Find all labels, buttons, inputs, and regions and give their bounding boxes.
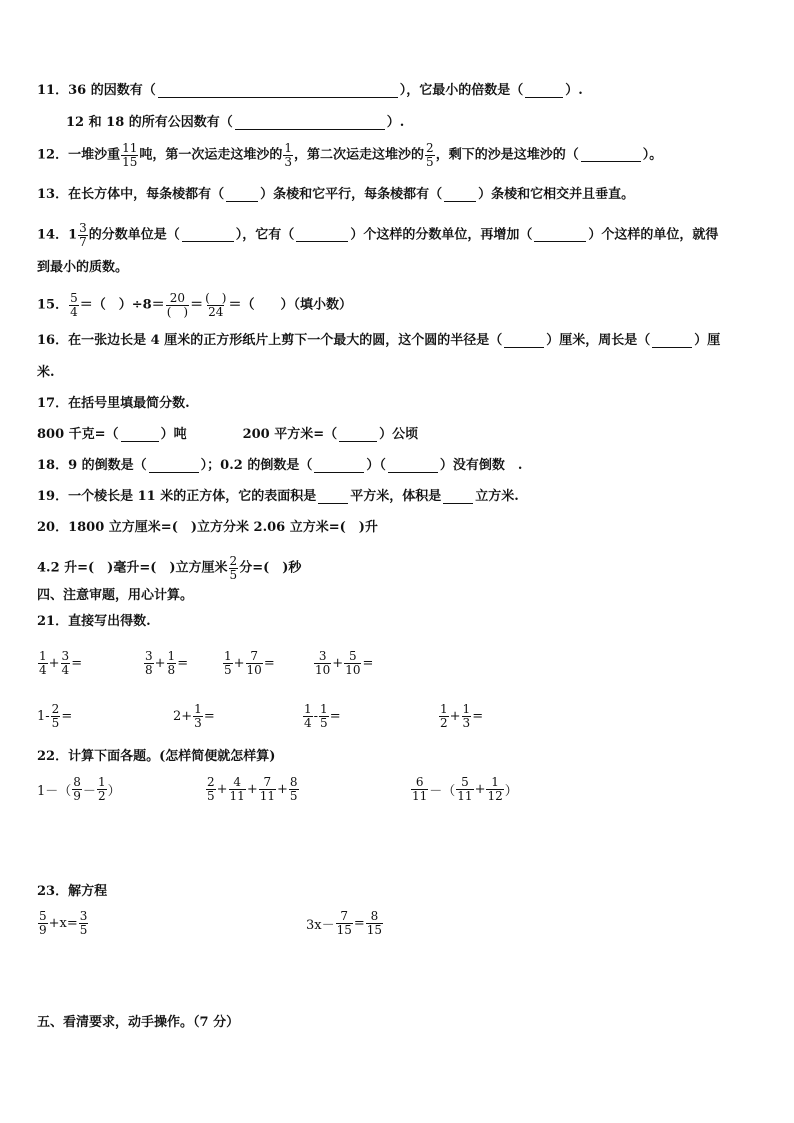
answer-blank[interactable] [296, 229, 348, 242]
question-16-line-2: 米. [37, 365, 55, 380]
answer-blank[interactable] [318, 491, 348, 504]
answer-blank[interactable] [534, 229, 586, 242]
answer-blank[interactable] [443, 491, 473, 504]
calc-item: $\frac{1}{2}$ + $\frac{1}{3}$ = [440, 702, 484, 730]
question-22-title: 22．计算下面各题。(怎样简便就怎样算) [37, 749, 276, 764]
question-16-line-1: 16．在一张边长是 4 厘米的正方形纸片上剪下一个最大的圆，这个圆的半径是（ ）厘米，周长是（ ）厘 [37, 333, 721, 348]
fraction: $\frac{3}{7}$ [79, 221, 87, 249]
answer-blank[interactable] [226, 189, 258, 202]
question-12: 12．一堆沙重 $\frac{11}{15}$ 吨，第一次运走这堆沙的 $\frac{1}{3}$ ，第二次运走这堆沙的 $\frac{2}{5}$ ，剩下的沙是这堆沙的（ ）。 [37, 141, 663, 169]
answer-blank[interactable] [525, 85, 563, 98]
calc-item: $\frac{1}{4}$ - $\frac{1}{5}$ = [304, 702, 341, 730]
fraction: $\frac{20}{( )}$ [166, 291, 189, 319]
answer-blank[interactable] [182, 229, 234, 242]
fraction: $\frac{2}{5}$ [426, 141, 434, 169]
calc-item: $\frac{1}{4}$ + $\frac{3}{4}$ = [39, 649, 83, 677]
question-19: 19．一个棱长是 11 米的正方体，它的表面积是 平方米，体积是 立方米. [37, 489, 519, 504]
fraction: $\frac{1}{3}$ [284, 141, 293, 169]
answer-blank[interactable] [444, 189, 476, 202]
fraction: $\frac{2}{5}$ [229, 554, 238, 582]
calc-expression: $\frac{6}{11}$ －（ $\frac{5}{11}$ + $\frac{1}{12}$ ） [412, 775, 518, 803]
section-4-heading: 四、注意审题，用心计算。 [37, 588, 194, 603]
calc-expression: 1－（ $\frac{8}{9}$ － $\frac{1}{2}$ ） [37, 775, 121, 803]
calc-item: $\frac{1}{5}$ + $\frac{7}{10}$ = [224, 649, 275, 677]
answer-blank[interactable] [581, 149, 641, 162]
calc-item: 2+ $\frac{1}{3}$ = [173, 702, 215, 730]
question-17-items: 800 千克=（ ）吨 200 平方米=（ ）公顷 [37, 427, 419, 442]
answer-blank[interactable] [158, 85, 398, 98]
calc-expression: $\frac{2}{5}$ + $\frac{4}{11}$ + $\frac{7}{11}$ + $\frac{8}{5}$ [207, 775, 298, 803]
question-15: 15． $\frac{5}{4}$ ＝（ ）÷8＝ $\frac{20}{( )}$ ＝ $\frac{( )}{24}$ ＝（ ）（填小数） [37, 291, 352, 319]
calc-item: $\frac{3}{10}$ + $\frac{5}{10}$ = [315, 649, 374, 677]
answer-blank[interactable] [235, 117, 385, 130]
calc-item: $\frac{3}{8}$ + $\frac{1}{8}$ = [145, 649, 189, 677]
answer-blank[interactable] [652, 335, 692, 348]
answer-blank[interactable] [314, 460, 364, 473]
calc-item: 1- $\frac{2}{5}$ = [37, 702, 73, 730]
question-18: 18．9 的倒数是（ ）；0.2 的倒数是（ ）（ ）没有倒数 . [37, 458, 523, 473]
question-14-line-1: 14．1 $\frac{3}{7}$ 的分数单位是（ ），它有（ ）个这样的分数单位，再增加（ ）个这样的单位，就得 [37, 221, 719, 249]
fraction: $\frac{11}{15}$ [122, 141, 138, 169]
question-17-title: 17．在括号里填最简分数. [37, 396, 190, 411]
equation: $\frac{5}{9}$ +x= $\frac{3}{5}$ [39, 909, 88, 937]
question-21-title: 21．直接写出得数. [37, 614, 151, 629]
question-11-line-1: 11．36 的因数有（ ），它最小的倍数是（ ）. [37, 83, 583, 98]
question-20-line-1: 20．1800 立方厘米=( )立方分米 2.06 立方米=( )升 [37, 520, 378, 535]
answer-blank[interactable] [388, 460, 438, 473]
question-13: 13．在长方体中，每条棱都有（ ）条棱和它平行，每条棱都有（ ）条棱和它相交并且垂直。 [37, 187, 635, 202]
question-20-line-2: 4.2 升=( )毫升=( )立方厘米 $\frac{2}{5}$ 分=( )秒 [37, 554, 302, 582]
section-5-heading: 五、看清要求，动手操作。（7 分） [37, 1015, 240, 1030]
answer-blank[interactable] [504, 335, 544, 348]
question-23-title: 23．解方程 [37, 884, 108, 899]
answer-blank[interactable] [339, 429, 377, 442]
answer-blank[interactable] [149, 460, 199, 473]
equation: 3x－ $\frac{7}{15}$ = $\frac{8}{15}$ [306, 909, 383, 937]
fraction: $\frac{5}{4}$ [70, 291, 78, 319]
question-11-line-2: 12 和 18 的所有公因数有（ ）. [66, 115, 405, 130]
fraction: $\frac{( )}{24}$ [205, 291, 227, 319]
question-14-line-2: 到最小的质数。 [37, 260, 129, 275]
answer-blank[interactable] [121, 429, 159, 442]
